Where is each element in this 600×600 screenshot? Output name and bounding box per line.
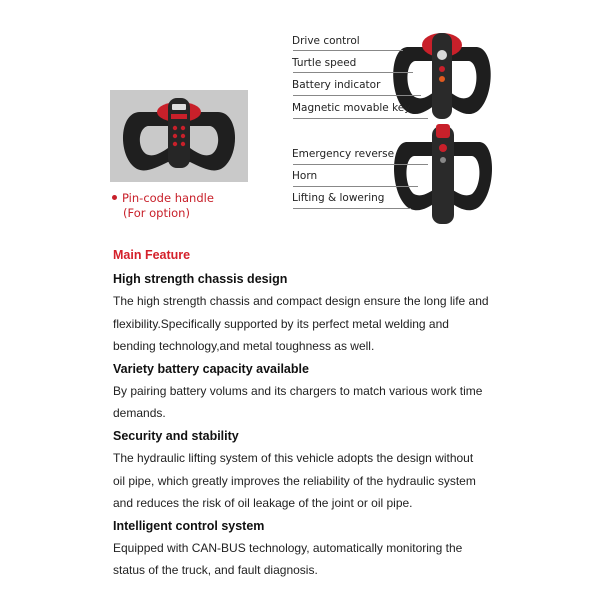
feature-line: status of the truck, and fault diagnosis.	[113, 563, 318, 578]
feature-line: oil pipe, which greatly improves the reliability of the hydraulic system	[113, 473, 476, 488]
feature-text	[113, 380, 493, 425]
bullet-icon	[112, 195, 117, 200]
feature-heading: Security and stability	[113, 428, 239, 443]
feature-item	[113, 425, 493, 515]
feature-line: The high strength chassis and compact design ensure the long life and	[113, 294, 489, 308]
callout-lifting-lowering: Lifting & lowering	[292, 192, 385, 204]
leader-line	[293, 164, 428, 165]
leader-line	[293, 208, 411, 209]
pin-code-handle-photo	[110, 90, 248, 182]
feature-line: By pairing battery volums and its chargers to match various work time	[113, 383, 483, 398]
feature-line: bending technology,and metal toughness as well.	[113, 339, 375, 354]
feature-line: demands.	[113, 406, 166, 421]
pin-code-handle-illustration	[110, 90, 248, 182]
feature-item	[113, 268, 493, 358]
leader-line	[293, 95, 421, 96]
feature-item	[113, 515, 493, 582]
leader-line	[293, 72, 413, 73]
feature-list	[113, 268, 493, 582]
feature-line: flexibility.Specifically supported by its perfect metal welding and	[113, 316, 449, 331]
callout-horn: Horn	[292, 170, 318, 182]
callout-magnetic-key: Magnetic movable key	[292, 102, 411, 114]
main-feature-title: Main Feature	[113, 248, 191, 262]
pin-code-option: (For option)	[123, 206, 190, 220]
callout-emergency-reverse: Emergency reverse	[292, 148, 395, 160]
callout-battery-indicator: Battery indicator	[292, 79, 381, 91]
feature-text	[113, 537, 493, 582]
feature-heading: Intelligent control system	[113, 518, 265, 533]
feature-line: The hydraulic lifting system of this vehicle adopts the design without	[113, 450, 474, 465]
pin-code-title: Pin-code handle	[122, 191, 214, 205]
leader-line	[293, 50, 403, 51]
callout-drive-control: Drive control	[292, 35, 360, 47]
callout-turtle-speed: Turtle speed	[292, 57, 357, 69]
feature-heading: Variety battery capacity available	[113, 361, 309, 376]
feature-text	[113, 290, 493, 358]
feature-line: Equipped with CAN-BUS technology, automatically monitoring the	[113, 540, 463, 555]
leader-line	[293, 186, 418, 187]
feature-line: and reduces the risk of oil leakage of the joint or oil pipe.	[113, 496, 413, 511]
feature-text	[113, 447, 493, 515]
handle-bottom-illustration	[388, 120, 498, 230]
feature-item	[113, 358, 493, 425]
pin-code-caption	[112, 191, 214, 221]
feature-heading: High strength chassis design	[113, 272, 288, 286]
leader-line	[293, 118, 428, 119]
